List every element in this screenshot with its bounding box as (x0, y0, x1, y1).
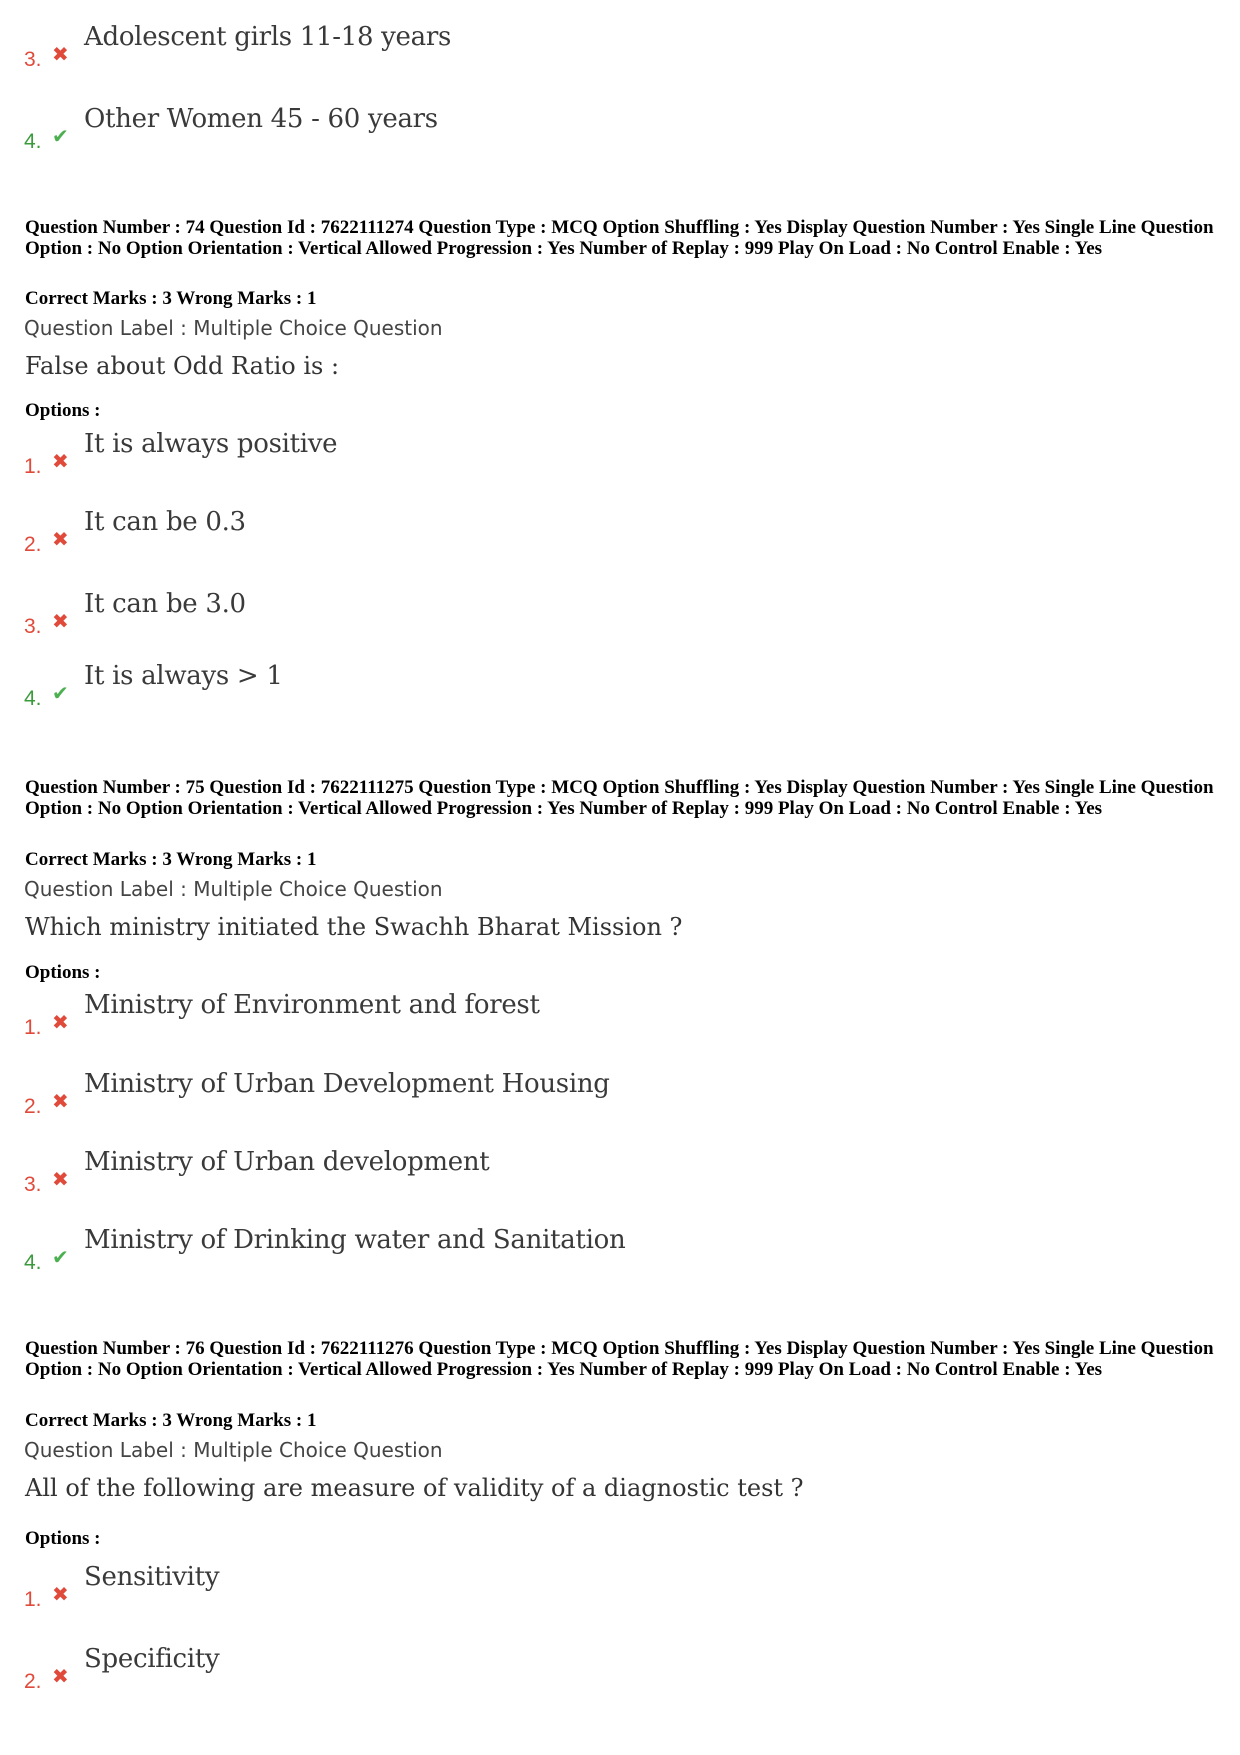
option-number: 3. (24, 1173, 42, 1196)
question-meta: Question Number : 76 Question Id : 7622111276 Question Type : MCQ Option Shuffling : Yes Display Question Number : Yes Single Line Question Option : No Option Orientation : Vertical Allowed Progression : Yes Number of Replay : 999 Play On Load : No Control Enable : Yes (25, 1338, 1214, 1380)
cross-icon: ✖ (52, 1582, 69, 1606)
option-number: 4. (24, 687, 42, 710)
question-label: Question Label : Multiple Choice Question (24, 316, 443, 340)
cross-icon: ✖ (52, 527, 69, 551)
question-marks: Correct Marks : 3 Wrong Marks : 1 (25, 1410, 317, 1431)
cross-icon: ✖ (52, 609, 69, 633)
cross-icon: ✖ (52, 1089, 69, 1113)
options-heading: Options : (25, 1528, 101, 1549)
question-meta: Question Number : 75 Question Id : 7622111275 Question Type : MCQ Option Shuffling : Yes Display Question Number : Yes Single Line Question Option : No Option Orientation : Vertical Allowed Progression : Yes Number of Replay : 999 Play On Load : No Control Enable : Yes (25, 777, 1214, 819)
option-number: 3. (24, 48, 42, 71)
options-heading: Options : (25, 400, 101, 421)
option-number: 2. (24, 533, 42, 556)
question-label: Question Label : Multiple Choice Question (24, 1438, 443, 1462)
option-text: Other Women 45 - 60 years (84, 104, 438, 134)
option-number: 1. (24, 1588, 42, 1611)
option-number: 3. (24, 615, 42, 638)
check-icon: ✔ (52, 124, 69, 148)
options-heading: Options : (25, 962, 101, 983)
option-number: 4. (24, 130, 42, 153)
option-text: It can be 0.3 (84, 507, 246, 537)
question-marks: Correct Marks : 3 Wrong Marks : 1 (25, 849, 317, 870)
cross-icon: ✖ (52, 1664, 69, 1688)
option-text: It can be 3.0 (84, 589, 246, 619)
option-text: Ministry of Urban Development Housing (84, 1069, 610, 1099)
option-text: Adolescent girls 11-18 years (84, 22, 452, 52)
cross-icon: ✖ (52, 42, 69, 66)
question-meta: Question Number : 74 Question Id : 7622111274 Question Type : MCQ Option Shuffling : Yes Display Question Number : Yes Single Line Question Option : No Option Orientation : Vertical Allowed Progression : Yes Number of Replay : 999 Play On Load : No Control Enable : Yes (25, 217, 1214, 259)
option-number: 1. (24, 1016, 42, 1039)
option-number: 1. (24, 455, 42, 478)
check-icon: ✔ (52, 1245, 69, 1269)
option-text: Sensitivity (84, 1562, 220, 1592)
question-label: Question Label : Multiple Choice Question (24, 877, 443, 901)
option-number: 2. (24, 1670, 42, 1693)
option-text: Ministry of Urban development (84, 1147, 490, 1177)
question-text: All of the following are measure of validity of a diagnostic test ? (25, 1474, 804, 1502)
option-text: Ministry of Environment and forest (84, 990, 540, 1020)
check-icon: ✔ (52, 681, 69, 705)
cross-icon: ✖ (52, 449, 69, 473)
option-text: Ministry of Drinking water and Sanitation (84, 1225, 626, 1255)
option-number: 4. (24, 1251, 42, 1274)
option-text: It is always positive (84, 429, 338, 459)
question-marks: Correct Marks : 3 Wrong Marks : 1 (25, 288, 317, 309)
option-text: Specificity (84, 1644, 220, 1674)
cross-icon: ✖ (52, 1167, 69, 1191)
question-text: False about Odd Ratio is : (25, 352, 340, 380)
option-number: 2. (24, 1095, 42, 1118)
question-text: Which ministry initiated the Swachh Bharat Mission ? (25, 913, 683, 941)
cross-icon: ✖ (52, 1010, 69, 1034)
option-text: It is always > 1 (84, 661, 283, 691)
